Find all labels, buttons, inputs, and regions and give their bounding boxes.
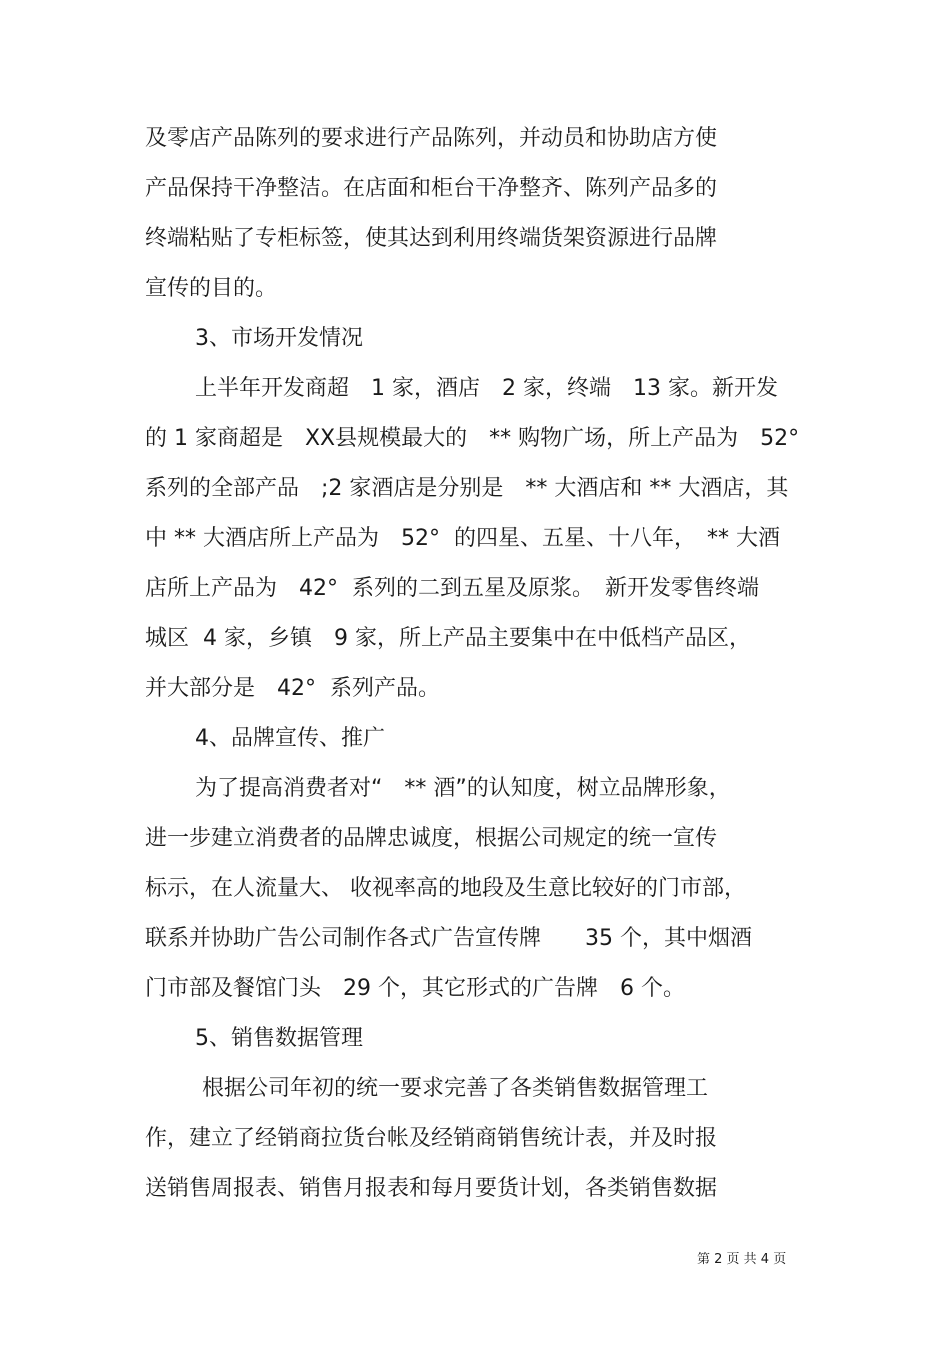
paragraph-line: 根据公司年初的统一要求完善了各类销售数据管理工 [195,1076,708,1101]
paragraph-line: 及零店产品陈列的要求进行产品陈列，并动员和协助店方使 [145,126,718,151]
paragraph-line: 终端粘贴了专柜标签，使其达到利用终端货架资源进行品牌 [145,226,718,251]
paragraph-line: 标示，在人流量大、 收视率高的地段及生意比较好的门市部， [145,876,746,901]
section-heading: 5、销售数据管理 [195,1026,363,1051]
paragraph-line: 系列的全部产品 ;2 家酒店是分别是 ** 大酒店和 ** 大酒店，其 [145,476,789,501]
paragraph-line: 产品保持干净整洁。在店面和柜台干净整齐、陈列产品多的 [145,176,718,201]
paragraph-line: 宣传的目的。 [145,276,278,301]
paragraph-line: 进一步建立消费者的品牌忠诚度，根据公司规定的统一宣传 [145,826,718,851]
section-heading: 3、市场开发情况 [195,326,363,351]
paragraph-line: 送销售周报表、销售月报表和每月要货计划，各类销售数据 [145,1176,718,1201]
paragraph-line: 上半年开发商超 1 家，酒店 2 家，终端 13 家。新开发 [195,376,778,401]
paragraph-line: 为了提高消费者对“ ** 酒”的认知度，树立品牌形象， [195,776,731,801]
paragraph-line: 店所上产品为 42° 系列的二到五星及原浆。 新开发零售终端 [145,576,759,601]
paragraph-line: 中 ** 大酒店所上产品为 52° 的四星、五星、十八年， ** 大酒 [145,526,780,551]
paragraph-line: 城区 4 家，乡镇 9 家，所上产品主要集中在中低档产品区， [145,626,751,651]
page-footer: 第 2 页 共 4 页 [697,1252,787,1267]
paragraph-line: 联系并协助广告公司制作各式广告宣传牌 35 个，其中烟酒 [145,926,752,951]
paragraph-line: 并大部分是 42° 系列产品。 [145,676,440,701]
paragraph-line: 的 1 家商超是 XX县规模最大的 ** 购物广场，所上产品为 52° [145,426,800,451]
section-heading: 4、品牌宣传、推广 [195,726,385,751]
paragraph-line: 门市部及餐馆门头 29 个，其它形式的广告牌 6 个。 [145,976,685,1001]
paragraph-line: 作，建立了经销商拉货台帐及经销商销售统计表，并及时报 [145,1126,718,1151]
